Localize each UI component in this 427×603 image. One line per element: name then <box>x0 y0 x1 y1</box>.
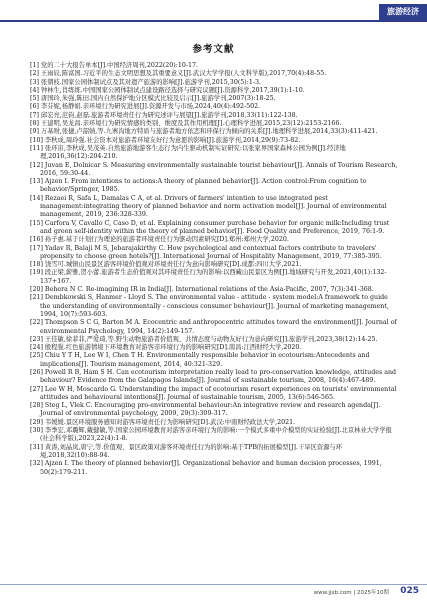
reference-item: [4] 钟林生,肖练练.中国国家公园体制试点建设路径选择与研究议题[J].资源科学,2017,39(1):1-10. <box>30 86 305 94</box>
reference-item: [26] Powell R B, Ham S H. Can ecotourism interpretation really lead to pro-conservation knowledge, attitudes and behaviour? Evidence from the Galapagos Islands[J]. Journal of sustainable tourism, 2008, 16(4):467-489. <box>30 368 397 385</box>
reference-item: [28] Steg L, Vlek C. Encouraging pro-environmental behaviour:An integrative review and research agenda[J]. Journal of environmental psychology, 2009, 29(3):309-317. <box>30 402 381 418</box>
page-header <box>0 0 427 26</box>
reference-item: [9] 万基财,张捷,卢韶婧,等.九寨沟地方特质与旅游者地方依恋和环保行为倾向的关系[J].地理科学进展,2014,33(3):411-421. <box>30 128 378 136</box>
reference-item: [27] Lee W H, Moscardo G. Understanding the impact of ecotourism resort experiences on tourists' environmental attitudes and behavioural intentions[J]. Journal of sustainable tourism, 2005, 13(6):546-565. <box>30 385 397 401</box>
reference-item: [17] Yadav R, Balaji M S, Jebarajakirthy C. How psychological and contextual factors contribute to travelers' propensity to choose green hotels?[J]. International Journal of Hospitality Management, 2019, 77:385-395. <box>30 244 382 260</box>
reference-item: [1] 党的二十大报告单本[J].中国经济周刊,2022(20):10-17. <box>30 62 199 69</box>
reference-item: [16] 孙子惠.基于计划行为理论的旅游者环境责任行为驱动因素研究[D].郑州:郑州大学,2020. <box>30 236 289 244</box>
reference-item: [29] 韦媛媛.景区环境服务感知对游客环境责任行为影响研究[D].武汉:中南财经政法大学,2021. <box>30 418 296 426</box>
footer-rule <box>0 584 427 585</box>
reference-item: [31] 黄涛,刘晶岚,唐宁,等.价值观、景区政策对游客环境责任行为的影响:基于TPB的拓展模型[J].干旱区资源与环境,2018,32(10):88-94. <box>30 443 343 459</box>
references-title: 参考文献 <box>192 44 235 55</box>
reference-item: [8] 王建明,吴龙昌.亲环境行为研究情感的类别、维度及其作用机理[J].心理科学进展,2015,23(12):2153-2166. <box>30 120 342 128</box>
reference-item: [12] Juvan E, Dolnicar S. Measuring environmentally sustainable tourist behaviour[J]. Annals of Tourism Research, 2016, 59:30-44. <box>30 161 398 177</box>
reference-item: [10] 李秋成,周玲强.社会资本对旅游者环境友好行为意愿的影响[J].旅游学刊,2014,29(9):73-82. <box>30 136 301 144</box>
reference-item: [24] 殷程强.红色旅游情境下环境教育对游客亲环境行为的影响研究[D].南昌:江西财经大学,2020. <box>30 344 302 352</box>
reference-item: [11] 张环宙,李秋成,吴茂英.自然旅游地游客生态行为内生驱动机制实证研究:以张家界国家森林公园为例[J].经济地理,2016,36(12):204-210. <box>30 144 346 161</box>
reference-item: [13] Ajzen I. From intentions to actions:A theory of planned behavior[J]. Action control:From cognition to behavior/Springer, 1985. <box>30 178 367 194</box>
reference-item: [22] Thompson S C G, Barton M A. Ecocentric and anthropocentric attitudes toward the environment[J]. Journal of environmental Psychology, 1994, 14(2):149-157. <box>30 319 397 335</box>
reference-item: [2] 王雨辰,陈富国.习近平的生态文明思想及其重要意义[J].武汉大学学报(人文科学版),2017,70(4):48-55. <box>30 70 327 78</box>
reference-item: [14] Rezaei R, Safa L, Damalas C A, et al. Drivers of farmers' intention to use integrated pest management:integrating theory of planned behavior and norm activation model[J]. Journal of environmental management, 2019, 236:328-339. <box>30 194 387 219</box>
journal-info: www.jjxb.com | 2025年10期 <box>313 590 389 596</box>
page-number: 025 <box>400 586 419 596</box>
reference-item: [25] Chiu Y T H, Lee W I, Chen T H. Environmentally responsible behavior in ecotourism:Antecedents and implications[J]. Tourism management, 2014, 40:321-329. <box>30 352 370 368</box>
reference-item: [20] Behera N C. Re-imagining IR in India[J]. International relations of the Asia-Pacific, 2007, 7(3):341-368. <box>30 286 374 294</box>
reference-item: [32] Ajzen I. The theory of planned behavior[J]. Organizational behavior and human decision processes, 1991, 50(2):179-211. <box>30 460 382 476</box>
page-footer <box>0 584 427 598</box>
header-rule <box>0 20 427 22</box>
reference-item: [5] 唐国玲,朱强,陈田.国内自然保护地分区模式比较及启示[J].旅游学刊,2007(3):18-25. <box>30 95 276 103</box>
reference-item: [30] 李季宏,邓璐辉,戴健敏,等.国家公园环境教育对游客亲环境行为的影响:一个模式多重中介模型的实证检验[J].北京林业大学学报(社会科学版),2023,22(4):1-8. <box>30 427 392 443</box>
reference-item: [15] Carfora V, Cavallo C, Caso D, et al. Explaining consumer purchase behavior for organic milk:Including trust and green self-identity within the theory of planned behavior[J]. Food Quality and Preference, 2019, 76:1-9. <box>30 219 390 235</box>
reference-item: [21] Dembkowski S, Hanmer - Lloyd S. The environmental value - attitude - system model:A framework to guide the understanding of environmentally - conscious consumer behaviour[J]. Journal of marketing management, 1994, 10(7):593-603. <box>30 294 389 318</box>
section-tab: 旅游经济 <box>379 4 427 20</box>
reference-item: [7] 邱宏亮,范钧,赵磊.旅游者环境责任行为研究述评与展望[J].旅游学刊,2018,33(11):122-138. <box>30 111 298 119</box>
reference-item: [6] 李芬妮,杨静娟.亲环境行为研究进展[J].资源开发与市场,2024,40(4):492-502. <box>30 103 261 111</box>
reference-item: [23] 王佳敏,徐菲菲,严爱琦,等.野生动物旅游者价值观、共情态度与动物友好行为意向研究[J].旅游学刊,2023,38(12):14-25. <box>30 335 378 343</box>
reference-item: [18] 饶雪可.城镇山民景区游客环境价值观对环境责任行为意向影响研究[D].成都:四川大学,2021. <box>30 261 302 269</box>
reference-item: [3] 张朝枝.国家公园体制试点及其对遗产旅游的影响[J].旅游学刊,2015,30(5):1-3. <box>30 78 262 86</box>
reference-list <box>30 62 400 477</box>
reference-item: [19] 段正梁,薪雅,贺小蕾.旅游者生态价值观对其环境责任行为的影响:以西藏山民景区为例[J].地域研究与开发,2021,40(1):132-137+167. <box>30 269 387 285</box>
